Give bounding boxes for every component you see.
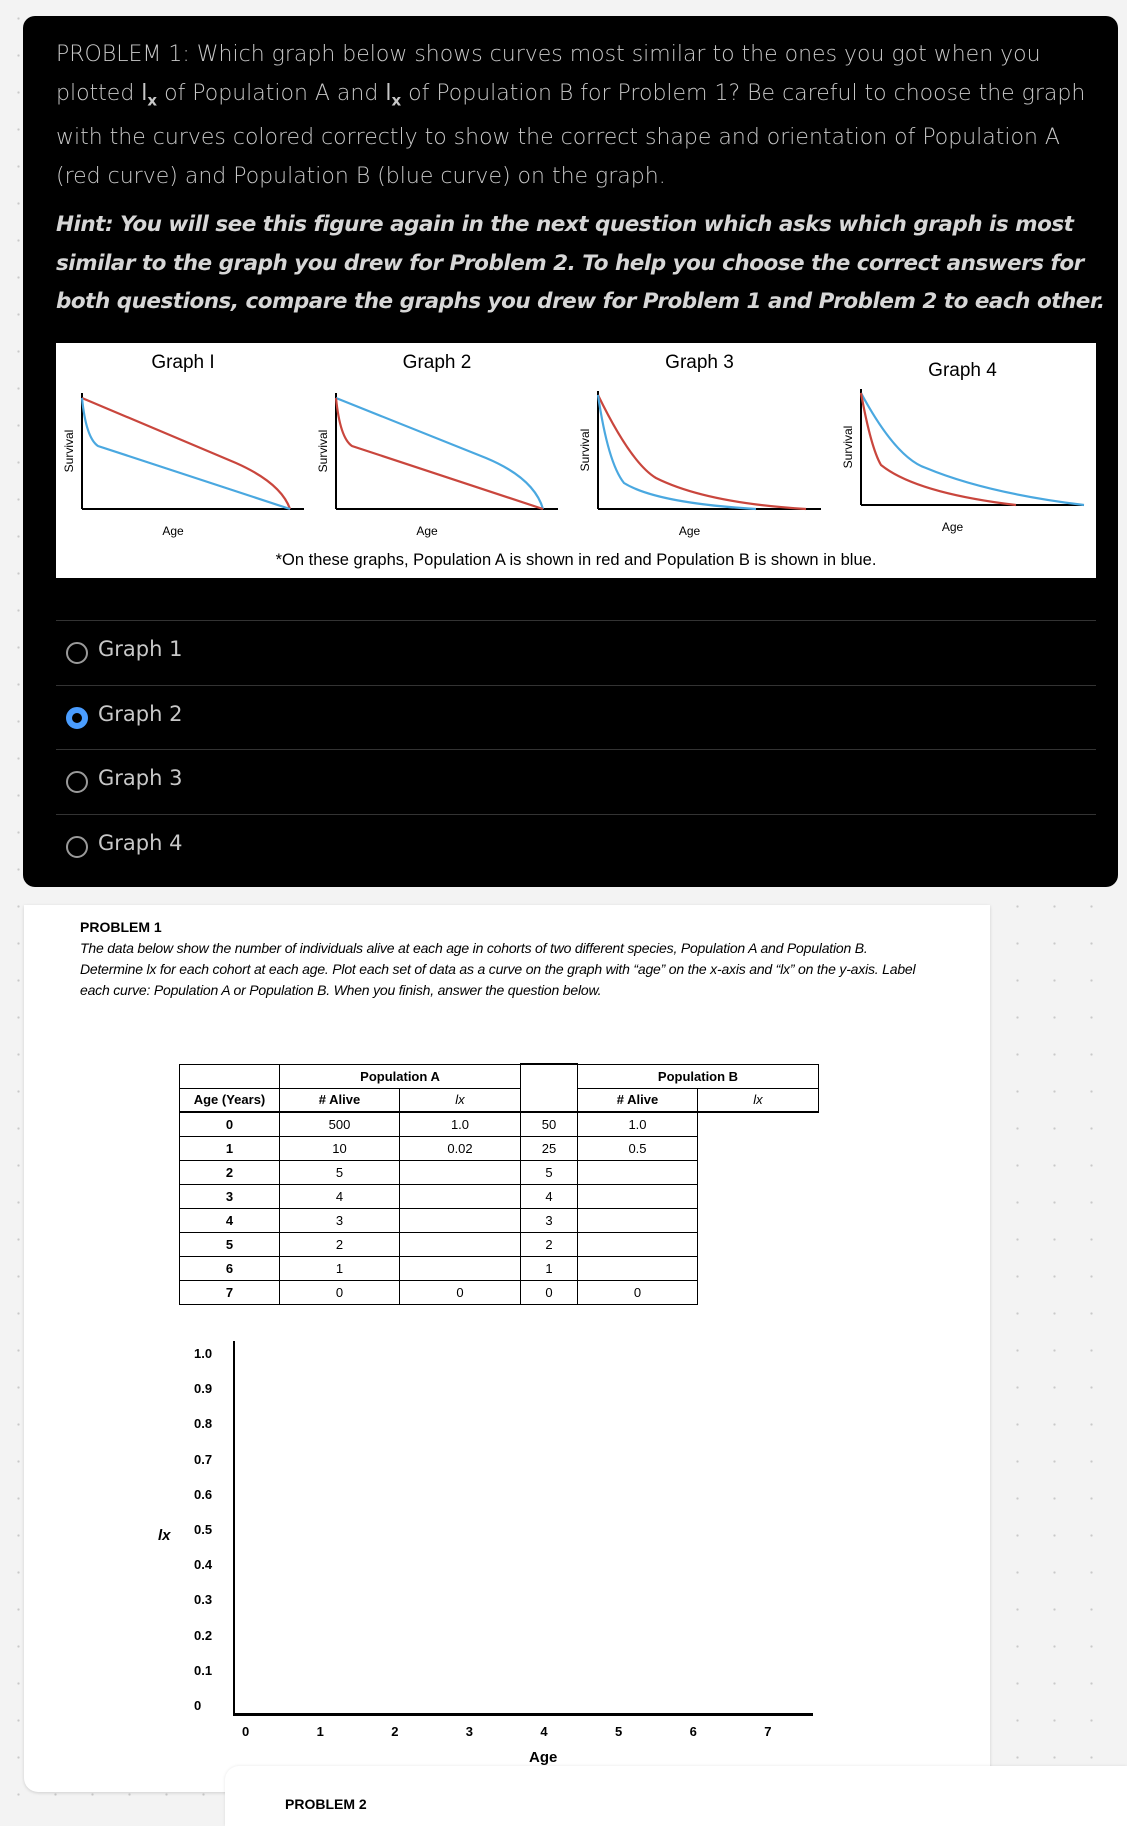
y-tick-label: 0.1 — [194, 1662, 213, 1678]
question-card — [23, 16, 1118, 887]
y-tick-label: 0.7 — [194, 1451, 213, 1467]
y-tick-label: 0 — [194, 1698, 202, 1713]
population-b-curve — [82, 398, 290, 509]
problem-2-title: PROBLEM 2 — [285, 1796, 367, 1812]
table-row: 7 0 0 0 0 — [180, 1280, 819, 1304]
age-label: Age — [941, 520, 964, 534]
graph-title: Graph 2 — [402, 352, 472, 373]
y-tick-label: 0.8 — [194, 1416, 213, 1432]
radio-button[interactable] — [66, 836, 88, 858]
y-axis-label: lx — [158, 1527, 171, 1544]
y-tick-label: 0.3 — [194, 1592, 213, 1608]
table-row: 5 2 2 — [180, 1232, 819, 1256]
problem-1-title: PROBLEM 1 — [80, 919, 162, 935]
table-row: 2 5 5 — [180, 1160, 819, 1184]
population-a-curve — [336, 398, 543, 509]
mini-graph-2 — [316, 352, 558, 538]
table-row: 6 1 1 — [180, 1256, 819, 1280]
x-axis-label: Age — [529, 1749, 558, 1766]
figure-caption: *On these graphs, Population A is shown in red and Population B is shown in blue. — [275, 551, 877, 569]
hint-text: Hint: You will see this figure again in the next question which asks which graph is most similar to the graph you drew for Problem 2. To help you choose the correct answers for both questions, compare the graphs you drew for Problem 1 and Problem 2 to each other. — [56, 212, 1105, 314]
option-graph-4[interactable] — [56, 814, 1096, 878]
population-a-curve — [82, 398, 290, 509]
age-label: Age — [162, 524, 184, 538]
y-tick-label: 0.4 — [194, 1557, 213, 1573]
option-graph-1[interactable] — [56, 620, 1096, 684]
data-table: Population A Population B Age (Years) # Alive lx # Alive lx 0 500 1.0 50 1.0 1 10 0.02 25 0.5 2 5 5 3 4 4 4 3 3 5 2 2 6 1 1 7 0 0 0 0 — [179, 1063, 819, 1305]
x-tick-label: 0 — [242, 1724, 250, 1739]
x-axis — [233, 1713, 813, 1716]
option-label: Graph 2 — [98, 701, 183, 726]
question-text: PROBLEM 1: Which graph below shows curves most similar to the ones you got when you plotted $l_x$ of Population A and $l_x$ of Population B for Problem 1? Be careful to choose the graph with the curves colored correctly to show the correct shape and orientation of Population A (red curve) and Population B (blue curve) on the graph. — [56, 42, 1086, 189]
y-axis — [233, 1341, 235, 1715]
graph-title: Graph 3 — [665, 352, 734, 373]
table-row: 0 500 1.0 50 1.0 — [180, 1112, 819, 1136]
x-tick-label: 7 — [764, 1724, 772, 1739]
x-tick-label: 2 — [391, 1724, 399, 1739]
option-label: Graph 1 — [98, 637, 183, 661]
y-tick-label: 1.0 — [194, 1346, 213, 1361]
x-tick-label: 1 — [316, 1724, 324, 1739]
y-tick-label: 0.2 — [194, 1627, 213, 1643]
age-label: Age — [678, 524, 701, 538]
x-tick-label: 3 — [465, 1724, 474, 1739]
mini-graph-4 — [841, 360, 1084, 534]
survival-label: Survival — [841, 425, 855, 469]
survival-label: Survival — [578, 428, 592, 472]
population-b-curve — [336, 398, 543, 509]
table-row: 4 3 3 — [180, 1208, 819, 1232]
option-graph-2[interactable] — [56, 685, 1096, 749]
problem-1-instructions: The data below show the number of individuals alive at each age in cohorts of two different species, Population A and Population B. Determine lx for each cohort at each age. Plot each set of data as a curve on the graph with “age” on the x-axis and “lx” on the y-axis. Label each curve: Population A or Population B. When you finish, answer the question below. — [80, 940, 916, 998]
mini-graph-3 — [578, 352, 821, 538]
x-tick-label: 4 — [540, 1724, 548, 1739]
y-tick-label: 0.6 — [194, 1486, 213, 1502]
table-row: 3 4 4 — [180, 1184, 819, 1208]
option-graph-3[interactable] — [56, 749, 1096, 813]
population-a-curve — [598, 395, 806, 509]
y-tick-label: 0.5 — [194, 1522, 213, 1537]
age-label: Age — [416, 524, 438, 538]
y-tick-label: 0.9 — [194, 1381, 213, 1397]
x-tick-label: 6 — [689, 1724, 697, 1739]
population-b-curve — [861, 393, 1084, 505]
option-label: Graph 4 — [98, 830, 183, 855]
radio-button[interactable] — [66, 771, 88, 793]
graph-title: Graph 4 — [928, 360, 997, 381]
population-b-curve — [598, 395, 756, 509]
graph-title: Graph I — [151, 352, 215, 373]
survival-label: Survival — [316, 429, 330, 473]
table-row: 1 10 0.02 25 0.5 — [180, 1136, 819, 1160]
radio-button[interactable] — [66, 707, 88, 729]
x-tick-label: 5 — [615, 1724, 623, 1739]
mini-graph-1 — [62, 352, 304, 538]
survivorship-graphs — [56, 343, 1096, 578]
problem-2-card — [225, 1766, 1127, 1826]
survivorship-figure — [56, 343, 1096, 578]
problem-1-card — [24, 905, 990, 1792]
survival-label: Survival — [62, 429, 76, 473]
option-label: Graph 3 — [98, 766, 183, 790]
radio-button[interactable] — [66, 642, 88, 664]
